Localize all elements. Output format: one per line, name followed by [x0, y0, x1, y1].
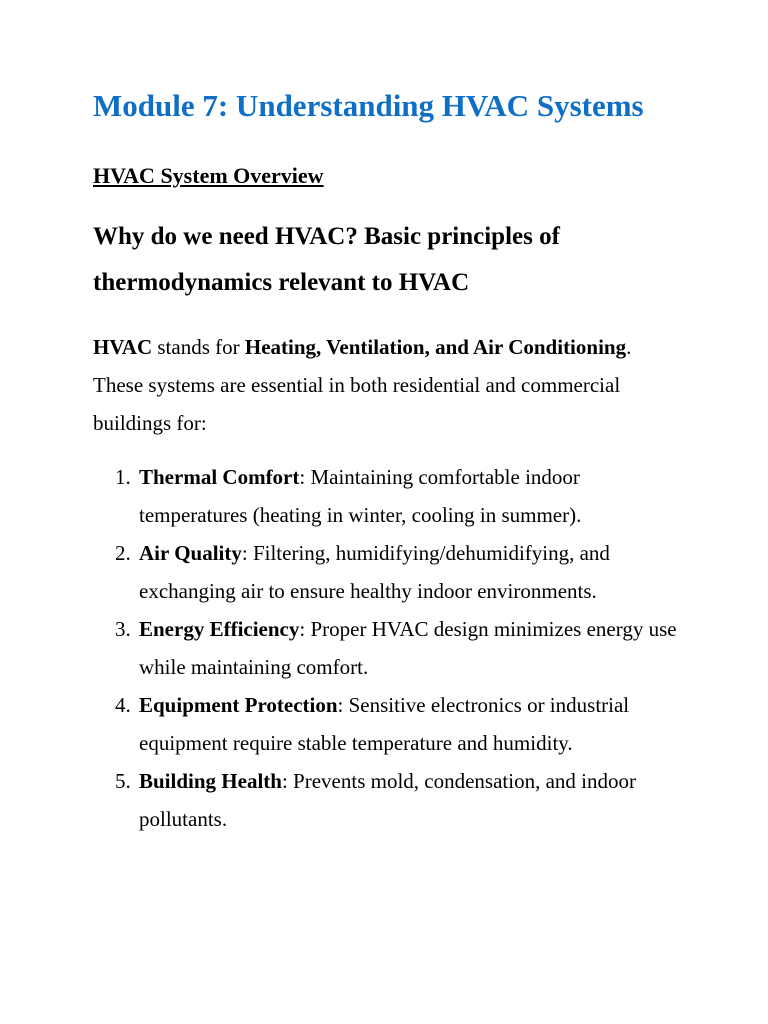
list-item-description: : Maintaining comfortable indoor temperatures (heating in winter, cooling in summer). [139, 465, 582, 527]
intro-text-1: stands for [152, 335, 245, 359]
list-item-term: Thermal Comfort [139, 465, 300, 489]
list-item-number: 1. [115, 465, 131, 489]
reasons-list [93, 458, 683, 838]
document-page [93, 78, 683, 838]
list-item-number: 3. [115, 617, 131, 641]
page-title: Module 7: Understanding HVAC Systems [93, 88, 644, 123]
list-item-number: 4. [115, 693, 131, 717]
list-item-number: 2. [115, 541, 131, 565]
list-item [93, 686, 683, 762]
list-item [93, 458, 683, 534]
intro-text-2: . These systems are essential in both residential and commercial buildings for: [93, 335, 632, 435]
list-item-term: Equipment Protection [139, 693, 338, 717]
sub-heading: Why do we need HVAC? Basic principles of thermodynamics relevant to HVAC [93, 223, 560, 296]
list-item-term: Energy Efficiency [139, 617, 300, 641]
list-item-description: : Proper HVAC design minimizes energy use while maintaining comfort. [139, 617, 677, 679]
list-item [93, 762, 683, 838]
intro-expansion: Heating, Ventilation, and Air Conditioning [244, 335, 627, 359]
list-item-description: : Sensitive electronics or industrial equipment require stable temperature and humidity. [139, 693, 630, 755]
list-item-number: 5. [115, 769, 131, 793]
list-item-term: Building Health [139, 769, 282, 793]
list-item-description: : Prevents mold, condensation, and indoor pollutants. [139, 769, 636, 831]
intro-term: HVAC [93, 335, 153, 359]
list-item [93, 534, 683, 610]
list-item-term: Air Quality [139, 541, 242, 565]
list-item-description: : Filtering, humidifying/dehumidifying, and exchanging air to ensure healthy indoor environments. [139, 541, 610, 603]
intro-paragraph [93, 328, 683, 442]
list-item [93, 610, 683, 686]
section-heading: HVAC System Overview [93, 163, 324, 188]
